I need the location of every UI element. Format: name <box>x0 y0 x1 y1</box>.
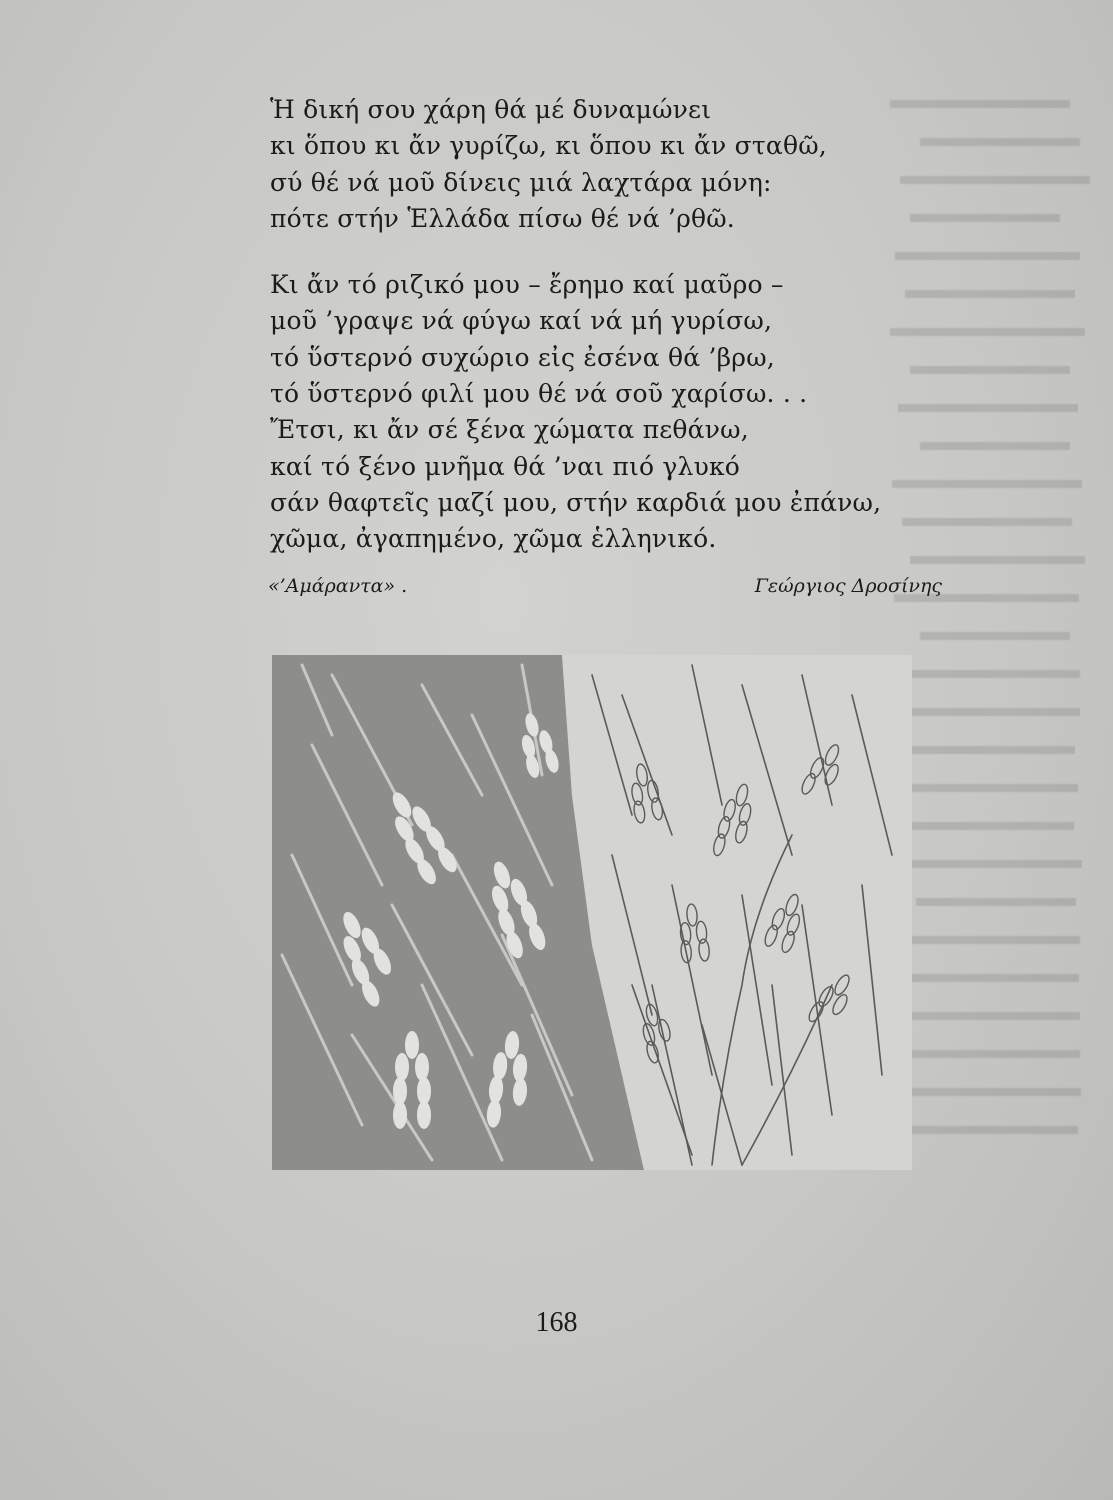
page-number: 168 <box>535 1307 578 1338</box>
poem-line: σάν θαφτεῖς μαζί μου, στήν καρδιά μου ἐπάνω, <box>270 487 882 517</box>
poem-credits <box>268 575 948 605</box>
poem-line: πότε στήν Ἑλλάδα πίσω θέ νά ’ρθῶ. <box>270 203 735 233</box>
wheat-illustration <box>272 655 912 1170</box>
poem-line: σύ θέ νά μοῦ δίνεις μιά λαχτάρα μόνη: <box>270 167 772 197</box>
poem-line: μοῦ ’γραψε νά φύγω καί νά μή γυρίσω, <box>270 306 773 336</box>
poem-line: Κι ἄν τό ριζικό μου – ἔρημο καί μαῦρο – <box>270 270 784 300</box>
poem-line: Ἔτσι, κι ἄν σέ ξένα χώματα πεθάνω, <box>270 415 749 445</box>
poem-line: καί τό ξένο μνῆμα θά ’ναι πιό γλυκό <box>270 451 741 481</box>
poem-line: τό ὕστερνό συχώριο εἰς ἐσένα θά ’βρω, <box>270 342 775 372</box>
poem-line: τό ὕστερνό φιλί μου θέ νά σοῦ χαρίσω. . . <box>270 379 808 409</box>
poem-author: Γεώργιος Δροσίνης <box>754 575 942 597</box>
poem <box>270 92 970 558</box>
poem-stanza-1 <box>270 92 970 237</box>
poem-line: χῶμα, ἀγαπημένο, χῶμα ἑλληνικό. <box>270 524 717 554</box>
poem-line: Ἡ δική σου χάρη θά μέ δυναμώνει <box>270 95 712 124</box>
poem-stanza-2 <box>270 267 970 557</box>
poem-source: «’Αμάραντα» . <box>268 575 408 597</box>
poem-line: κι ὅπου κι ἄν γυρίζω, κι ὅπου κι ἄν σταθῶ, <box>270 131 827 161</box>
